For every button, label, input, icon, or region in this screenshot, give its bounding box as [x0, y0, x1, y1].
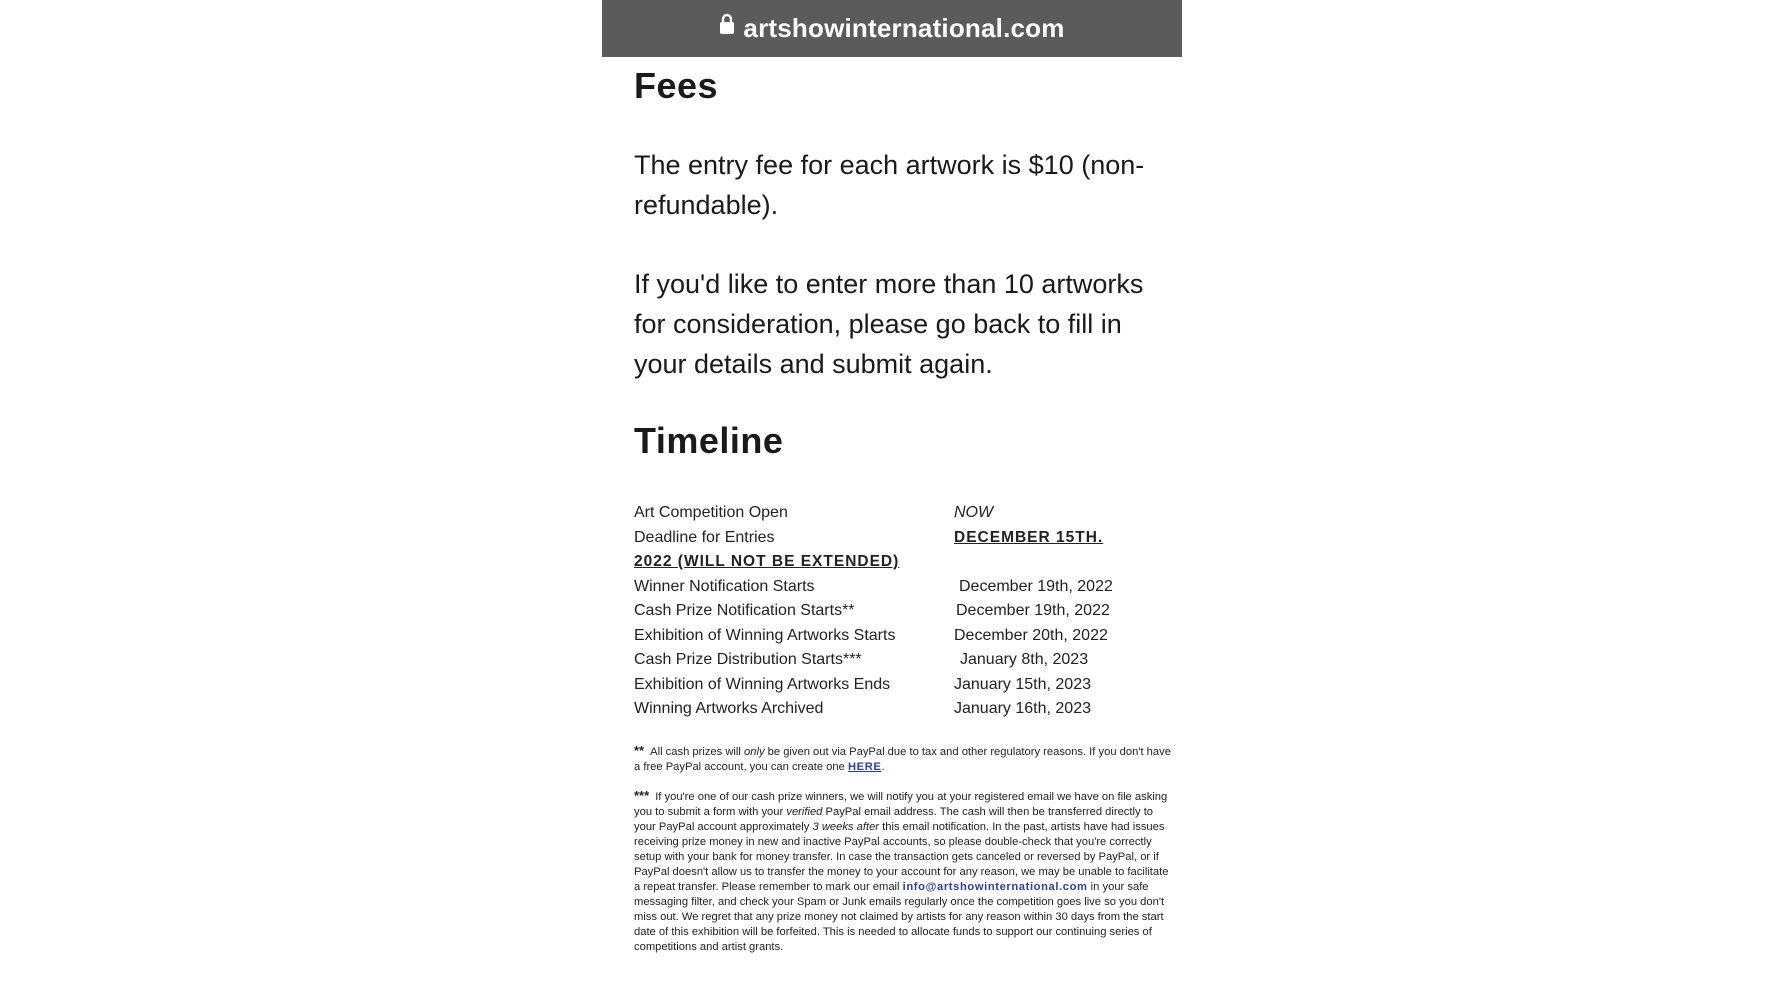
timeline-value: January 16th, 2023 [954, 700, 1091, 717]
fees-entry-fee-text: The entry fee for each artwork is $10 (non-refundable). [634, 150, 1145, 220]
footnote-text: . [881, 761, 885, 773]
footnote-marker: *** [634, 788, 650, 803]
timeline-row [634, 575, 1174, 600]
paypal-footnote [634, 743, 1174, 775]
timeline-label: 2022 (WILL NOT BE EXTENDED) [634, 553, 900, 570]
contact-email-link[interactable]: info@artshowinternational.com [902, 881, 1088, 893]
timeline-value: December 19th, 2022 [956, 602, 1110, 619]
timeline-row [634, 550, 1174, 575]
footnote-text: be given out via PayPal due to tax and other regulatory reasons. If you don't have a free PayPal account, you can create one [634, 746, 1171, 773]
timeline-row [634, 648, 1174, 673]
timeline-label: Exhibition of Winning Artworks Starts [634, 626, 896, 644]
footnote-text: All cash prizes will [650, 746, 745, 758]
timeline-label: Cash Prize Distribution Starts*** [634, 651, 862, 668]
timeline-row [634, 526, 1174, 551]
timeline-value: January 15th, 2023 [954, 675, 1091, 693]
timeline-value: December 20th, 2022 [954, 626, 1108, 644]
fees-more-artworks-text: If you'd like to enter more than 10 artworks for consideration, please go back to fill in your details and submit again. [634, 269, 1144, 379]
timeline-label: Deadline for Entries [634, 528, 775, 546]
timeline-value: NOW [954, 504, 994, 521]
timeline-row [634, 501, 1174, 526]
timeline-label: Cash Prize Notification Starts** [634, 602, 855, 619]
timeline-value: January 8th, 2023 [960, 651, 1089, 668]
page-content [634, 57, 1174, 1000]
timeline-label: Winner Notification Starts [634, 577, 815, 595]
url-text[interactable]: artshowinternational.com [743, 13, 1065, 43]
timeline-heading: Timeline [634, 420, 784, 461]
timeline-table [634, 501, 1174, 722]
timeline-row [634, 673, 1174, 698]
timeline-row [634, 599, 1174, 624]
paypal-signup-link[interactable]: HERE [847, 761, 882, 773]
fees-heading: Fees [634, 65, 719, 106]
footnote-emphasis: 3 weeks after [812, 821, 880, 833]
footnote-emphasis: verified [786, 806, 823, 818]
footnote-text: this email notification. In the past, artists have had issues receiving prize money in new and inactive PayPal accounts, so please double-check that you're correctly setup with your bank for money transfer. In case the transaction gets canceled or reversed by PayPal, or if PayPal doesn't allow us to transfer the money to your account for any reason, we may be unable to facilitate a repeat transfer. Please remember to mark our email [634, 821, 1169, 893]
timeline-label: Exhibition of Winning Artworks Ends [634, 675, 891, 693]
timeline-row [634, 624, 1174, 649]
timeline-label: Art Competition Open [634, 504, 788, 521]
timeline-value: DECEMBER 15TH. [954, 528, 1104, 546]
footnote-text: PayPal email address. The cash will then be transferred directly to your PayPal account approximately [634, 806, 1154, 833]
browser-url-bar[interactable] [602, 0, 1182, 57]
lock-icon [719, 11, 735, 42]
timeline-value: December 19th, 2022 [959, 577, 1113, 595]
footnote-text: in your safe messaging filter, and check your Spam or Junk emails regularly once the competition goes live so you don't miss out. We regret that any prize money not claimed by artists for any reason within 30 days from the start date of this exhibition will be forfeited. This is needed to allocate funds to support our continuing series of competitions and artist grants. [634, 881, 1165, 953]
timeline-row [634, 697, 1174, 722]
cash-prize-footnote [634, 788, 1174, 955]
footnote-emphasis: only [744, 746, 765, 758]
footnote-marker: ** [634, 743, 645, 758]
footnote-text: If you're one of our cash prize winners, we will notify you at your registered email we have on file asking you to submit a form with your [634, 791, 1168, 818]
timeline-label: Winning Artworks Archived [634, 700, 824, 717]
